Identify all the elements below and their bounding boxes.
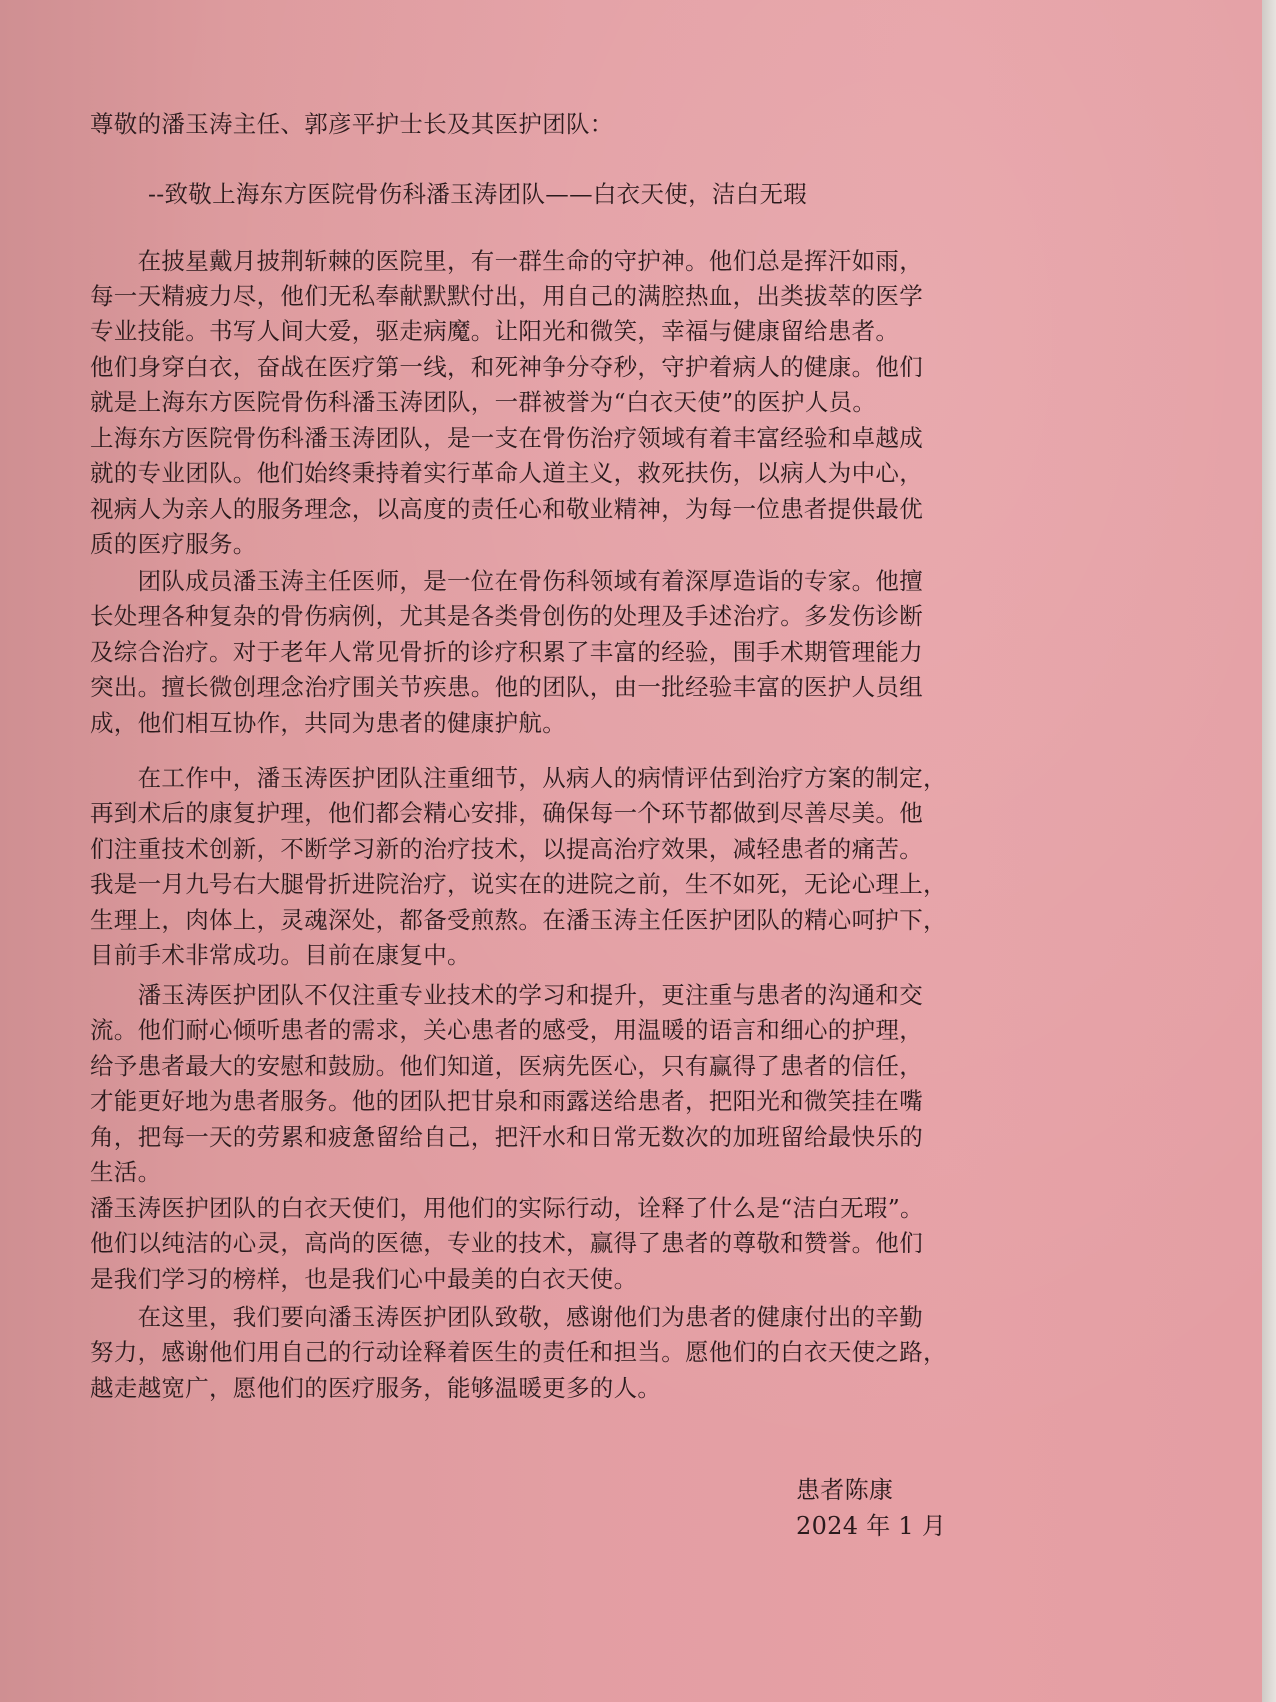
letter-body-line: 在披星戴月披荆斩棘的医院里，有一群生命的守护神。他们总是挥汗如雨，: [90, 247, 923, 275]
letter-body-line: 越走越宽广，愿他们的医疗服务，能够温暖更多的人。: [90, 1374, 662, 1402]
letter-body-line: 质的医疗服务。: [90, 530, 257, 558]
letter-body-line: 他们以纯洁的心灵，高尚的医德，专业的技术，赢得了患者的尊敬和赞誉。他们: [90, 1229, 923, 1257]
letter-body-line: 每一天精疲力尽，他们无私奉献默默付出，用自己的满腔热血，出类拔萃的医学: [90, 282, 923, 310]
letter-body-line: 潘玉涛医护团队的白衣天使们，用他们的实际行动，诠释了什么是“洁白无瑕”。: [90, 1194, 924, 1222]
letter-body-line: 上海东方医院骨伤科潘玉涛团队，是一支在骨伤治疗领域有着丰富经验和卓越成: [90, 424, 923, 452]
letter-body-line: 生理上，肉体上，灵魂深处，都备受煎熬。在潘玉涛主任医护团队的精心呵护下，: [90, 906, 947, 934]
letter-body-line: 再到术后的康复护理，他们都会精心安排，确保每一个环节都做到尽善尽美。他: [90, 799, 923, 827]
letter-body-line: 视病人为亲人的服务理念，以高度的责任心和敬业精神，为每一位患者提供最优: [90, 495, 923, 523]
letter-body-line: 们注重技术创新，不断学习新的治疗技术，以提高治疗效果，减轻患者的痛苦。: [90, 835, 923, 863]
letter-body-line: 在工作中，潘玉涛医护团队注重细节，从病人的病情评估到治疗方案的制定，: [90, 764, 947, 792]
letter-body-line: 他们身穿白衣，奋战在医疗第一线，和死神争分夺秒，守护着病人的健康。他们: [90, 353, 923, 381]
letter-body-line: 是我们学习的榜样，也是我们心中最美的白衣天使。: [90, 1265, 638, 1293]
letter-body-line: 突出。擅长微创理念治疗围关节疾患。他的团队，由一批经验丰富的医护人员组: [90, 673, 923, 701]
letter-body-line: 就的专业团队。他们始终秉持着实行革命人道主义，救死扶伤，以病人为中心，: [90, 459, 923, 487]
letter-body-line: 我是一月九号右大腿骨折进院治疗，说实在的进院之前，生不如死，无论心理上，: [90, 870, 947, 898]
letter-body-line: 团队成员潘玉涛主任医师，是一位在骨伤科领域有着深厚造诣的专家。他擅: [90, 567, 923, 595]
letter-body-line: 就是上海东方医院骨伤科潘玉涛团队，一群被誉为“白衣天使”的医护人员。: [90, 388, 877, 416]
letter-signature: 患者陈康: [796, 1476, 894, 1504]
letter-subtitle: --致敬上海东方医院骨伤科潘玉涛团队——白衣天使，洁白无瑕: [148, 180, 808, 208]
letter-body-line: 潘玉涛医护团队不仅注重专业技术的学习和提升，更注重与患者的沟通和交: [90, 981, 923, 1009]
letter-body-line: 努力，感谢他们用自己的行动诠释着医生的责任和担当。愿他们的白衣天使之路，: [90, 1338, 947, 1366]
letter-body-line: 才能更好地为患者服务。他的团队把甘泉和雨露送给患者，把阳光和微笑挂在嘴: [90, 1087, 923, 1115]
letter-body-line: 角，把每一天的劳累和疲惫留给自己，把汗水和日常无数次的加班留给最快乐的: [90, 1123, 923, 1151]
letter-body-line: 在这里，我们要向潘玉涛医护团队致敬，感谢他们为患者的健康付出的辛勤: [90, 1303, 923, 1331]
letter-body-line: 成，他们相互协作，共同为患者的健康护航。: [90, 709, 566, 737]
letter-body-line: 给予患者最大的安慰和鼓励。他们知道，医病先医心，只有赢得了患者的信任，: [90, 1052, 923, 1080]
letter-salutation: 尊敬的潘玉涛主任、郭彦平护士长及其医护团队：: [90, 110, 614, 138]
letter-body-line: 流。他们耐心倾听患者的需求，关心患者的感受，用温暖的语言和细心的护理，: [90, 1016, 923, 1044]
letter-date: 2024 年 1 月: [796, 1512, 947, 1540]
letter-body-line: 长处理各种复杂的骨伤病例，尤其是各类骨创伤的处理及手述治疗。多发伤诊断: [90, 602, 923, 630]
letter-body-line: 及综合治疗。对于老年人常见骨折的诊疗积累了丰富的经验，围手术期管理能力: [90, 638, 923, 666]
letter-body-line: 目前手术非常成功。目前在康复中。: [90, 941, 471, 969]
letter-body-line: 专业技能。书写人间大爱，驱走病魔。让阳光和微笑，幸福与健康留给患者。: [90, 317, 900, 345]
letter-body-line: 生活。: [90, 1158, 162, 1186]
paper-edge-background: [1262, 0, 1276, 1702]
